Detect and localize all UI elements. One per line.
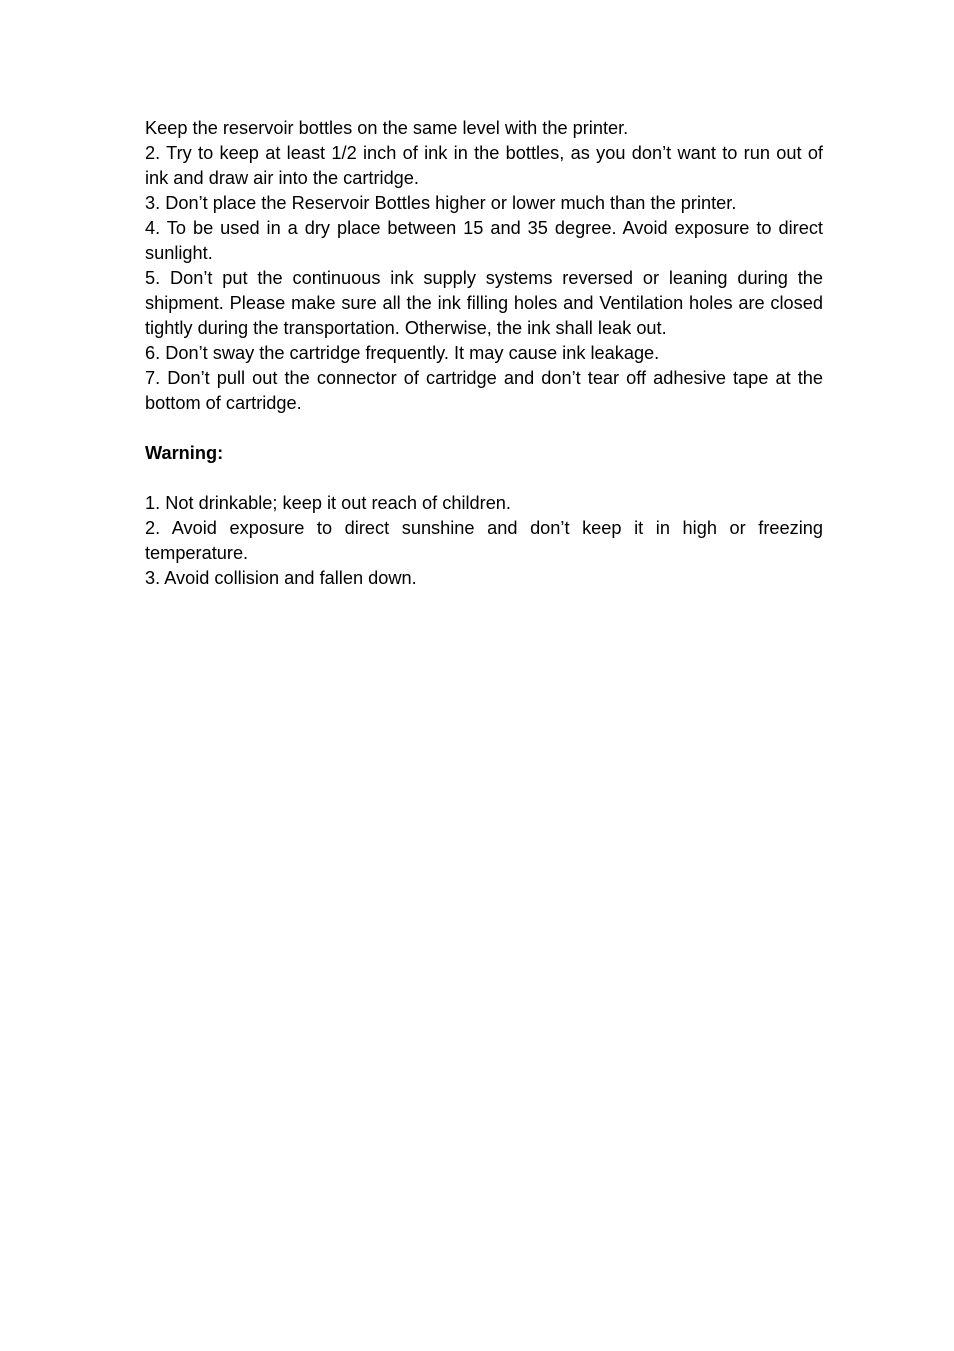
warning-item: 2. Avoid exposure to direct sunshine and don’t keep it in high or freezing temperature. [145,518,823,563]
warning-item: 3. Avoid collision and fallen down. [145,568,417,588]
instruction-item: 2. Try to keep at least 1/2 inch of ink in the bottles, as you don’t want to run out of ink and draw air into the cartridge. [145,143,823,188]
instruction-item: 6. Don’t sway the cartridge frequently. It may cause ink leakage. [145,343,660,363]
warning-list [145,491,823,591]
instruction-item: 7. Don’t pull out the connector of cartridge and don’t tear off adhesive tape at the bottom of cartridge. [145,368,823,413]
instruction-item: 5. Don’t put the continuous ink supply systems reversed or leaning during the shipment. Please make sure all the ink filling holes and Ventilation holes are closed tightly during the transportation. Otherwise, the ink shall leak out. [145,268,823,338]
spacer [145,466,823,491]
instruction-item: Keep the reservoir bottles on the same level with the printer. [145,118,629,138]
instruction-item: 3. Don’t place the Reservoir Bottles higher or lower much than the printer. [145,193,737,213]
warning-heading: Warning: [145,443,224,463]
instruction-item: 4. To be used in a dry place between 15 and 35 degree. Avoid exposure to direct sunlight. [145,218,823,263]
spacer [145,416,823,441]
document-body [145,116,823,591]
warning-item: 1. Not drinkable; keep it out reach of children. [145,493,511,513]
instructions-list [145,116,823,416]
